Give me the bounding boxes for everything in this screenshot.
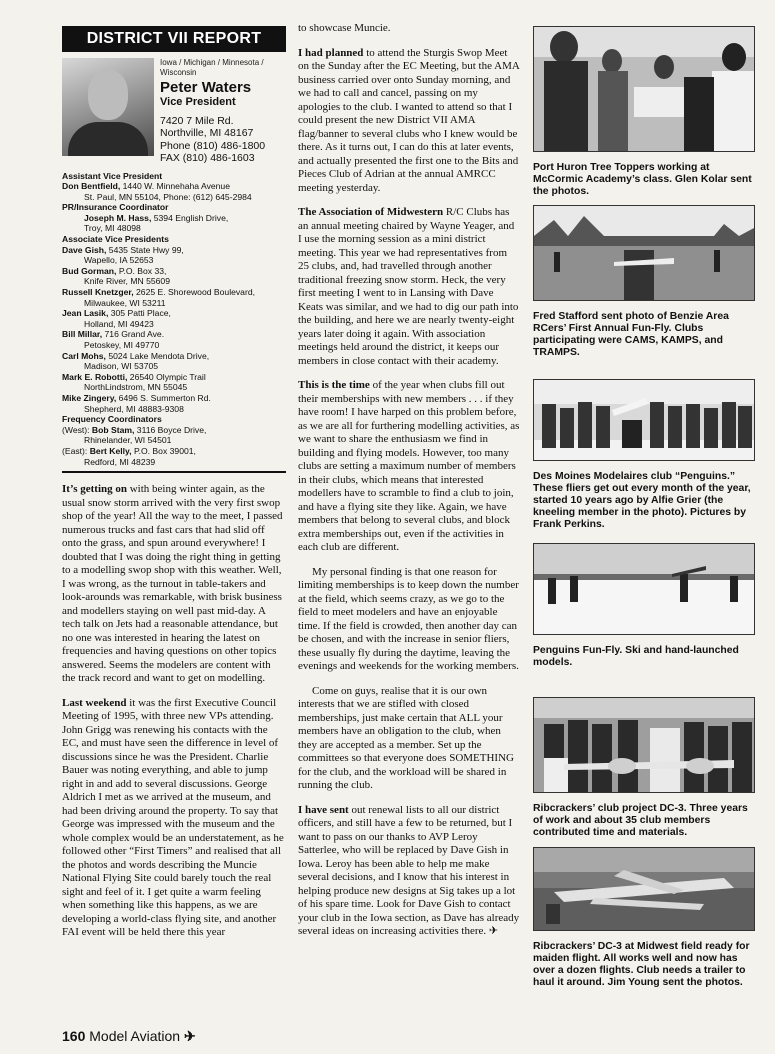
officer-address: P.O. Box 39001, bbox=[131, 445, 196, 456]
paragraph-text: with being winter again, as the usual snow storm arrived with the very first swop shop of the year! All the way to the meet, I passed numerous trucks and fast cars that had slid off onto the grass, and spun around everywhere! I doubted that I was doing the right thing in getting to a modelling swop shop with this weather. Well, I was wrong, as the turnout in table-takers and look-arounds was remarkable, with brisk business and modellers staying on well past mid-day. A tech talk on Jets had a reasonable attendance, but no one was interested in hearing the latest on frequencies and having questions on other topics answered. Seems the modelers are content with the track record and want to get on modelling. bbox=[62, 483, 283, 685]
article-paragraph bbox=[298, 22, 520, 36]
officer-name: Russell Knetzger, bbox=[62, 287, 134, 298]
paragraph-text: it was the first Executive Council Meeting of 1995, with three new VPs attending. John Grigg was renewing his contacts with the EC, and must have seen the difference in level of discussions since he was the President. Charlie Bauer was noting everything, and able to jump right in and add to several discussions. George Aldrich I met as we arrived at the museum, and had been driving around the property. To say that George was impressed with the museum and the whole complex would be an understatement, as he followed other “First Timers” and realised that all the photos and words describing the Muncie National Flying Site could barely touch the real sight and feel of it. I get quite a warm feeling when something like this happens, as we are developing a world-class flying site, and another FAI event will be held there this year bbox=[62, 696, 284, 939]
officer-address: 26540 Olympic Trail bbox=[127, 371, 206, 382]
left-column bbox=[62, 26, 286, 951]
officer-entry bbox=[62, 446, 286, 457]
officer-address: 5394 English Drive, bbox=[151, 212, 229, 223]
officer-entry bbox=[62, 372, 286, 383]
paragraph-text: of the year when clubs fill out their memberships with new members . . . if they have room! I have harped on this problem before, as we are all for furthering modelling activities, as we want to share the enthusiasm we find in building and flying models. However, too many clubs are setting a maximum number of members in their clubs, which means that interested modellers have to scramble to find a club to join, and have a flying site they like. Again, we have members that belong to several clubs, and block extra memberships out, even if the activities in each club are different. bbox=[298, 379, 520, 553]
officer-category: Frequency Coordinators bbox=[62, 414, 162, 425]
officer-address: 716 Grand Ave. bbox=[102, 329, 165, 340]
officer-city: Wapello, IA 52653 bbox=[84, 255, 154, 266]
photo-tree-toppers bbox=[533, 26, 755, 152]
article-paragraph bbox=[298, 206, 520, 368]
officer-address: 3116 Boyce Drive, bbox=[134, 424, 207, 435]
officer-address: 2625 E. Shorewood Boulevard, bbox=[133, 287, 255, 298]
officer-name: Bill Millar, bbox=[62, 329, 103, 340]
officer-city: Redford, MI 48239 bbox=[84, 456, 156, 467]
vp-block bbox=[62, 58, 286, 165]
officer-list bbox=[62, 171, 286, 474]
officer-address: 1440 W. Minnehaha Avenue bbox=[120, 181, 230, 192]
photo-item bbox=[533, 205, 755, 373]
vp-phone: Phone (810) 486-1800 bbox=[160, 139, 266, 152]
officer-entry bbox=[62, 308, 286, 319]
officer-city: Holland, MI 49423 bbox=[84, 318, 154, 329]
vp-portrait bbox=[62, 58, 154, 156]
photo-penguins-fun-fly bbox=[533, 543, 755, 635]
photo-item bbox=[533, 697, 755, 847]
officer-name: Bob Stam, bbox=[91, 424, 135, 435]
section-banner: DISTRICT VII REPORT bbox=[62, 26, 286, 52]
officer-address: 5024 Lake Mendota Drive, bbox=[105, 350, 210, 361]
officer-city: Troy, MI 48098 bbox=[84, 223, 141, 234]
officer-address: P.O. Box 33, bbox=[116, 265, 167, 276]
paragraph-lead: This is the time bbox=[298, 379, 370, 391]
article-paragraph bbox=[298, 47, 520, 196]
officer-category: Associate Vice Presidents bbox=[62, 234, 169, 245]
article-paragraph bbox=[62, 697, 286, 940]
officer-address: 5435 State Hwy 99, bbox=[106, 244, 184, 255]
middle-column bbox=[298, 22, 520, 950]
airplane-icon: ✈ bbox=[183, 1028, 196, 1044]
officer-name: Joseph M. Hass, bbox=[84, 212, 152, 223]
vp-address2: Northville, MI 48167 bbox=[160, 127, 254, 139]
page-footer bbox=[62, 1028, 196, 1045]
photo-caption: Ribcrackers’ DC-3 at Midwest field ready for maiden flight. All works well and now has over a dozen flights. Club needs a trailer to haul it around. Jim Young sent the photos. bbox=[533, 941, 750, 988]
officer-address: 6496 S. Summerton Rd. bbox=[116, 392, 211, 403]
officer-name: Dave Gish, bbox=[62, 244, 107, 255]
vp-title: Vice President bbox=[160, 96, 236, 108]
magazine-name: Model Aviation bbox=[89, 1028, 181, 1044]
paragraph-text: R/C Clubs has an annual meeting chaired by Wayne Yeager, and I use the morning session as a mini district meeting. This year we had representatives from 25 clubs, and, had travelled through another traditional freezing snow storm. Heck, the very first meeting I went to in Lansing with Dave Keats was similar, and we had to dig our path into the building, and here we are nearly twenty-eight years later doing it again. With association meetings held around the district, it keeps our members in close contact with their academy. bbox=[298, 206, 519, 367]
photo-caption: Penguins Fun-Fly. Ski and hand-launched models. bbox=[533, 645, 739, 668]
officer-city: Madison, WI 53705 bbox=[84, 361, 159, 372]
officer-city: Petoskey, MI 49770 bbox=[84, 340, 160, 350]
officer-entry bbox=[62, 393, 286, 404]
photo-dc3-project bbox=[533, 697, 755, 793]
article-paragraph bbox=[62, 483, 286, 686]
paragraph-lead: I had planned bbox=[298, 46, 364, 59]
photo-column bbox=[533, 26, 755, 1007]
paragraph-text: My personal finding is that one reason for limiting memberships is to keep down the number at the field, which seems crazy, as we go to the field to meet modelers and have an enjoyable time. If the field is crowded, then another day can be chosen, and with the increase in senior fliers, these usually fly during the daytime, leaving the evenings and weekends for the working members. bbox=[298, 565, 519, 672]
article-paragraph bbox=[298, 379, 520, 555]
article-paragraph bbox=[298, 804, 520, 939]
officer-city: Knife River, MN 55609 bbox=[84, 276, 170, 287]
photo-item bbox=[533, 379, 755, 539]
paragraph-lead: The Association of Midwestern bbox=[298, 206, 444, 218]
officer-city: Shepherd, MI 48883-9308 bbox=[84, 403, 184, 414]
officer-entry bbox=[62, 245, 286, 256]
photo-caption: Port Huron Tree Toppers working at McCormic Academy’s class. Glen Kolar sent the photos. bbox=[533, 162, 752, 197]
officer-entry bbox=[62, 213, 286, 224]
officer-city: St. Paul, MN 55104, Phone: (612) 645-2984 bbox=[84, 191, 252, 202]
photo-item bbox=[533, 26, 755, 197]
photo-penguins-club bbox=[533, 379, 755, 461]
photo-item bbox=[533, 847, 755, 1007]
officer-name: Carl Mohs, bbox=[62, 350, 106, 361]
officer-address: 305 Patti Place, bbox=[108, 308, 171, 319]
middle-column-body bbox=[298, 22, 520, 939]
officer-name: Jean Lasik, bbox=[62, 308, 109, 319]
paragraph-lead: Last weekend bbox=[62, 696, 127, 709]
officer-city: Rhinelander, WI 54501 bbox=[84, 435, 172, 446]
officer-category: Assistant Vice President bbox=[62, 170, 163, 181]
officer-region: (East): bbox=[62, 445, 90, 456]
officer-entry bbox=[62, 287, 286, 298]
photo-dc3-field bbox=[533, 847, 755, 931]
photo-fun-fly bbox=[533, 205, 755, 301]
officer-entry bbox=[62, 181, 286, 192]
photo-caption: Des Moines Modelaires club “Penguins.” These fliers get out every month of the year, started 10 years ago by Alfie Grier (the kneeling member in the photo). Pictures by Frank Perkins. bbox=[533, 471, 751, 530]
photo-caption: Ribcrackers’ club project DC-3. Three years of work and about 35 club members contributed time and materials. bbox=[533, 803, 748, 838]
officer-entry bbox=[62, 425, 286, 436]
vp-fax: FAX (810) 486-1603 bbox=[160, 152, 255, 164]
officer-city: NorthLindstrom, MN 55045 bbox=[84, 382, 188, 393]
officer-entry bbox=[62, 266, 286, 277]
page-number: 160 bbox=[62, 1028, 86, 1044]
vp-states: Iowa / Michigan / Minnesota / Wisconsin bbox=[160, 58, 264, 77]
vp-info bbox=[160, 58, 286, 165]
officer-entry bbox=[62, 351, 286, 362]
article-paragraph bbox=[298, 685, 520, 793]
officer-name: Mike Zingery, bbox=[62, 392, 117, 403]
paragraph-text: to attend the Sturgis Swop Meet on the Sunday after the EC Meeting, but the AMA business carried over onto Sunday morning, and we had to call and cancel, passing on my apologies to the club. I wanted to attend so that I could present the new District VII AMA flag/banner to several clubs who I knew would be there. As it turns out, I can do this at later events, and actually presented the first one to the Bits and Pieces Club of Adrian at the annual AMRCC meeting yesterday. bbox=[298, 46, 520, 194]
officer-region: (West): bbox=[62, 424, 92, 435]
officer-city: Milwaukee, WI 53211 bbox=[84, 297, 166, 308]
photo-caption: Fred Stafford sent photo of Benzie Area RCers’ First Annual Fun-Fly. Clubs participating were CAMS, KAMPS, and TRAMPS. bbox=[533, 311, 729, 358]
officer-name: Bud Gorman, bbox=[62, 265, 117, 276]
paragraph-text: Come on guys, realise that it is our own interests that we are stifled with closed memberships, just make certain that ALL your members have an obligation to the club, when they are accepted as a member. Set up the committees so that everyone does SOMETHING for the club, and the workload will be shared in running the club. bbox=[298, 684, 514, 791]
officer-name: Mark E. Robotti, bbox=[62, 371, 128, 382]
left-column-body bbox=[62, 483, 286, 940]
officer-category: PR/Insurance Coordinator bbox=[62, 202, 169, 213]
vp-name: Peter Waters bbox=[160, 79, 252, 96]
paragraph-text: out renewal lists to all our district officers, and still have a few to be returned, but I want to pass on our thanks to AVP Leroy Satterlee, who will be replaced by Dave Gish in Iowa. Leroy has been able to help me make several decisions, and I know that his interest in helping produce new designs at Sig takes up a lot of his spare time. Look for Dave Gish to contact your club in the Iowa section, as Dave has already several ideas on increasing activities there. ✈ bbox=[298, 803, 520, 937]
article-paragraph bbox=[298, 566, 520, 674]
paragraph-text: to showcase Muncie. bbox=[298, 22, 391, 34]
vp-address1: 7420 7 Mile Rd. bbox=[160, 114, 234, 127]
photo-item bbox=[533, 543, 755, 685]
officer-name: Bert Kelly, bbox=[89, 445, 132, 456]
officer-entry bbox=[62, 329, 286, 340]
paragraph-lead: I have sent bbox=[298, 803, 349, 816]
paragraph-lead: It’s getting on bbox=[62, 483, 127, 496]
officer-name: Don Bentfield, bbox=[62, 181, 121, 192]
